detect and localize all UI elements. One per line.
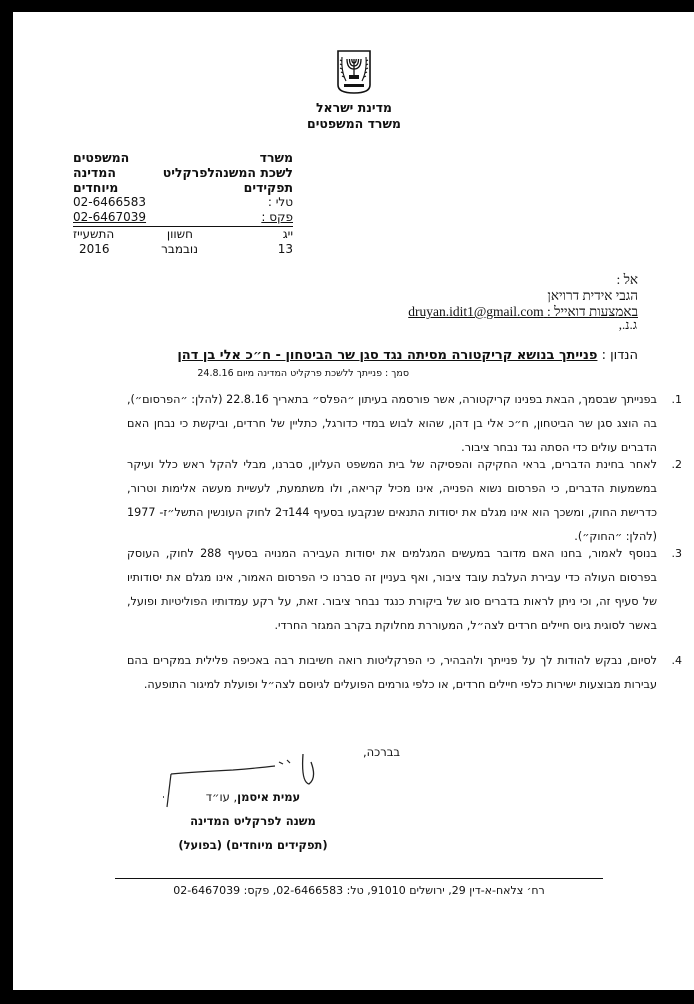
office-line-2-left: המדינה	[73, 165, 116, 180]
recipient-name: הגבי אידית דרויאן	[547, 288, 638, 303]
phone-number: 02-6466583	[73, 195, 147, 209]
to-label: אל :	[616, 272, 638, 287]
signatory-block	[173, 785, 333, 857]
paragraph-number: 4.	[671, 654, 682, 667]
subject-text: פנייתך בנושא קריקטורה מסיתה נגד סגן שר הביטחון - ח״כ אלי בן דהן	[177, 348, 598, 363]
footer-divider	[115, 878, 603, 879]
paragraph-4	[127, 649, 682, 697]
letter-page	[13, 12, 694, 990]
header-divider	[73, 226, 293, 227]
paragraph-1	[127, 388, 682, 460]
office-line-1-left: המשפטים	[73, 150, 130, 165]
signatory-name-line	[173, 785, 333, 809]
fax-label: פקס :	[261, 210, 293, 224]
date-hebrew-year: התשעייז	[73, 227, 115, 241]
subject-label: הנדון :	[601, 348, 638, 363]
office-header	[73, 150, 293, 257]
signatory-title: , עו״ד	[205, 790, 238, 804]
paragraph-2	[127, 453, 682, 549]
date-hebrew-day: ייג	[282, 227, 293, 241]
office-line-2-right: לשכת המשנה	[214, 165, 293, 180]
recipient-block	[408, 272, 638, 320]
paragraph-text: לסיום, נבקש להודות לך על פנייתך ולהבהיר, כי הפרקליטות רואה חשיבות רבה באכיפה פלילית במקרים בהם עבירות מבוצעות ישירות כלפי חיילים חרדים, או כלפי גורמים הפועלים לגיוסם לצה״ל ופועלת למיגור התופעה.	[127, 654, 657, 691]
date-year: 2016	[79, 242, 110, 256]
office-line-3-right: תפקידים	[243, 180, 293, 195]
office-line-1-right: משרד	[259, 150, 293, 165]
closing: בברכה,	[363, 745, 401, 759]
subject-reference: סמך : פנייתך ללשכת פרקליט המדינה מיום 24.8.16	[197, 368, 409, 379]
office-line-3-left: מיוחדים	[73, 180, 119, 195]
paragraph-number: 2.	[671, 458, 682, 471]
greeting: ג.נ.,	[618, 317, 637, 332]
paragraph-text: בנוסף לאמור, בחנו האם מדובר במעשים המגלמים את יסודות העבירה המנויה בסעיף 288 לחוק, העוסק בפרסום העולה כדי עבירת העלבת עובד ציבור, ואף בעניין זה סברנו כי הפרסום האמור, אינו מגלם את יסודותיו של סעיף זה, וכי ניתן לראות בדברים סוג של ביקורת כנגד נבחר ציבור. זאת, על רקע עמדותיו הפוליטיות ופועל, באשר לסוגית גיוס חיילים חרדים לצה״ל, המעוררת מחלוקת בקרב המגזר החרדי.	[127, 547, 657, 632]
signatory-role-detail: (תפקידים מיוחדים) (בפועל)	[178, 838, 328, 852]
date-hebrew-month: חשוון	[166, 227, 193, 241]
date-day: 13	[277, 242, 293, 256]
paragraph-number: 1.	[671, 393, 682, 406]
footer-address: רח׳ צלאח-א-דין 29, ירושלים 91010, טל: 02-6466583, פקס: 02-6467039	[173, 884, 545, 897]
office-line-2-mid: לפרקליט	[162, 165, 215, 180]
fax-number: 02-6467039	[73, 210, 147, 224]
paragraph-text: לאחר בחינת הדברים, בראי החקיקה והפסיקה של בית המשפט העליון, סברנו, מבלי להקל ראש כלל ועיקר במשמעות הדברים, כי הפרסום נשוא הפנייה, אינו מכיל קריאה, ולו משתמעת, לעשיית מעשה אלימות וטרור, כדרישת החוק, ומשכך הוא אינו מגלם את יסודות התנאים שנקבעו בסעיף 144ד2 לחוק העונשין התשל״ז- 1977 (להלן: ״החוק״).	[127, 458, 657, 543]
ministry-name: משרד המשפטים	[307, 116, 401, 131]
phone-label: טלי :	[267, 195, 293, 209]
date-month: נובמבר	[161, 242, 198, 256]
email-via-label: באמצעות דואייל :	[547, 304, 638, 319]
recipient-email-line	[408, 304, 638, 320]
signatory-name: עמית איסמן	[237, 790, 301, 804]
letterhead-title	[263, 100, 445, 132]
state-name: מדינת ישראל	[316, 100, 392, 115]
paragraph-text: בפנייתך שבסמך, הבאת בפנינו קריקטורה, אשר פורסמה בעיתון ״הפלס״ בתאריך 22.8.16 (להלן: ״הפרסום״), בה הוצג סגן שר הביטחון, ח״כ אלי בן דהן, שהוא לבוש במדי כדורגל, כתליין של חרדים, וביקשת כי נבחן האם הדברים עולים כדי הסתה נגד נבחר ציבור.	[127, 393, 657, 454]
israel-emblem-icon	[336, 49, 372, 95]
signatory-role: משנה לפרקליט המדינה	[190, 814, 316, 828]
paragraph-number: 3.	[671, 547, 682, 560]
paragraph-3	[127, 542, 682, 638]
recipient-email[interactable]: druyan.idit1@gmail.com	[408, 304, 544, 319]
subject-line	[177, 348, 638, 363]
